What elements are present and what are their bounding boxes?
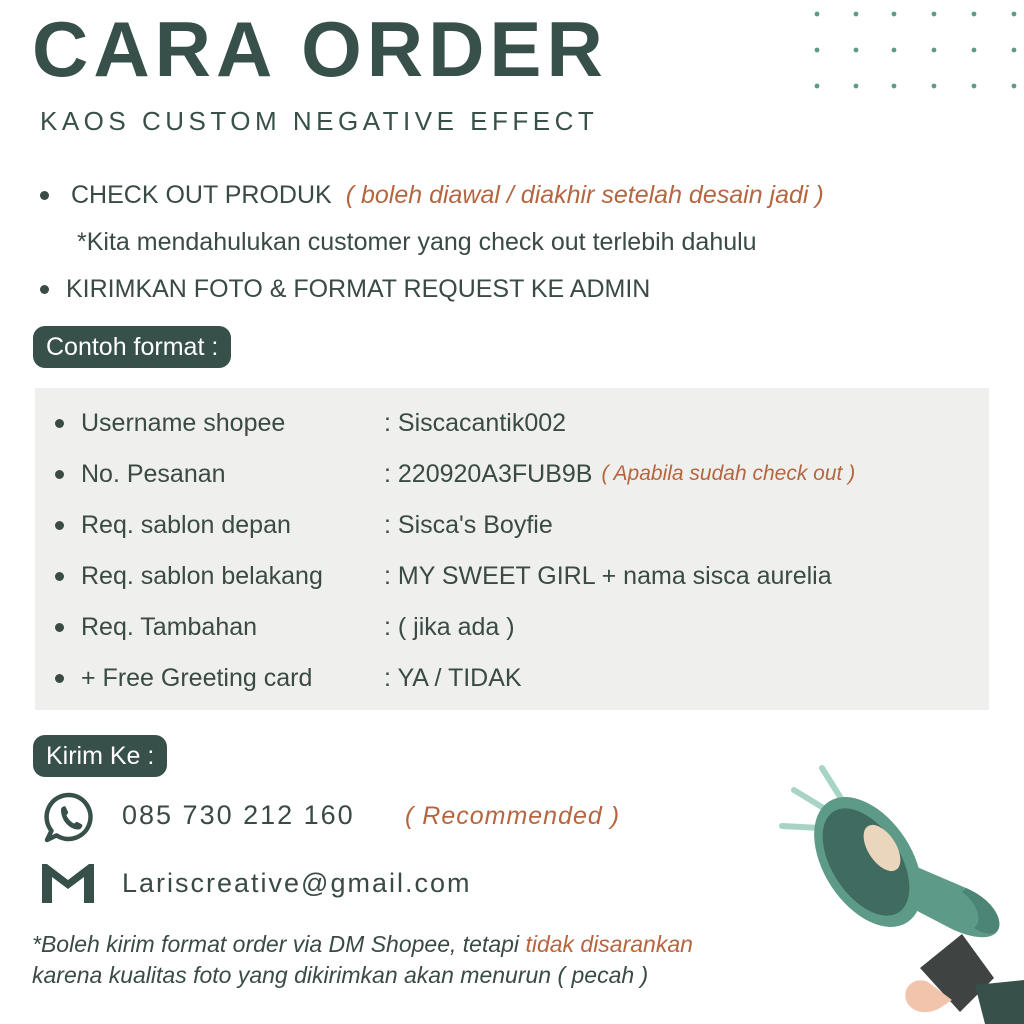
step-checkout-note: ( boleh diawal / diakhir setelah desain jadi ) — [345, 181, 824, 209]
format-row — [55, 408, 566, 438]
phone-note: ( Recommended ) — [405, 802, 621, 830]
format-label-badge: Contoh format : — [33, 326, 231, 368]
format-row — [55, 510, 553, 540]
format-row-value: : YA / TIDAK — [384, 663, 522, 692]
format-row-label: Req. sablon depan — [81, 510, 291, 539]
bullet-icon — [55, 572, 64, 581]
format-row-value: : 220920A3FUB9B — [384, 459, 593, 488]
step-checkout — [40, 181, 824, 210]
footer-note-warning: tidak disarankan — [525, 931, 693, 957]
format-example-panel — [35, 388, 989, 710]
format-row-label: Username shopee — [81, 408, 286, 437]
page-subtitle: KAOS CUSTOM NEGATIVE EFFECT — [40, 106, 599, 136]
bullet-icon — [40, 285, 49, 294]
bullet-icon — [55, 623, 64, 632]
decorative-dot-grid — [802, 0, 1024, 100]
contact-label-badge: Kirim Ke : — [33, 735, 167, 777]
whatsapp-icon — [42, 790, 98, 846]
gmail-icon — [38, 859, 98, 905]
format-row-value: : Sisca's Boyfie — [384, 510, 553, 539]
priority-note-text: *Kita mendahulukan customer yang check out terlebih dahulu — [77, 228, 757, 256]
format-row-value: : Siscacantik002 — [384, 408, 567, 437]
format-row — [55, 663, 522, 693]
format-row-note: ( Apabila sudah check out ) — [601, 462, 856, 485]
format-row — [55, 459, 855, 489]
megaphone-icon — [770, 750, 1024, 1024]
bullet-icon — [40, 191, 49, 200]
footer-note-line1 — [32, 931, 693, 958]
format-row-label: No. Pesanan — [81, 459, 226, 488]
format-row-label: Req. sablon belakang — [81, 561, 323, 590]
bullet-icon — [55, 674, 64, 683]
format-row-label: + Free Greeting card — [81, 663, 313, 692]
step-checkout-label: CHECK OUT PRODUK — [71, 181, 332, 209]
bullet-icon — [55, 470, 64, 479]
step-send-label: KIRIMKAN FOTO & FORMAT REQUEST KE ADMIN — [66, 275, 651, 303]
format-row-value: : MY SWEET GIRL + nama sisca aurelia — [384, 561, 832, 590]
footer-note-text: *Boleh kirim format order via DM Shopee, tetapi — [32, 931, 526, 957]
page-title: CARA ORDER — [32, 5, 608, 93]
step-send — [40, 275, 650, 304]
format-row-label: Req. Tambahan — [81, 612, 258, 641]
format-row — [55, 612, 515, 642]
phone-number[interactable]: 085 730 212 160 — [122, 800, 355, 830]
priority-note — [77, 228, 757, 257]
bullet-icon — [55, 419, 64, 428]
bullet-icon — [55, 521, 64, 530]
footer-note-line2: karena kualitas foto yang dikirimkan akan menurun ( pecah ) — [32, 962, 649, 988]
format-row — [55, 561, 832, 591]
format-row-value: : ( jika ada ) — [384, 612, 515, 641]
email-address[interactable]: Lariscreative@gmail.com — [122, 868, 472, 898]
